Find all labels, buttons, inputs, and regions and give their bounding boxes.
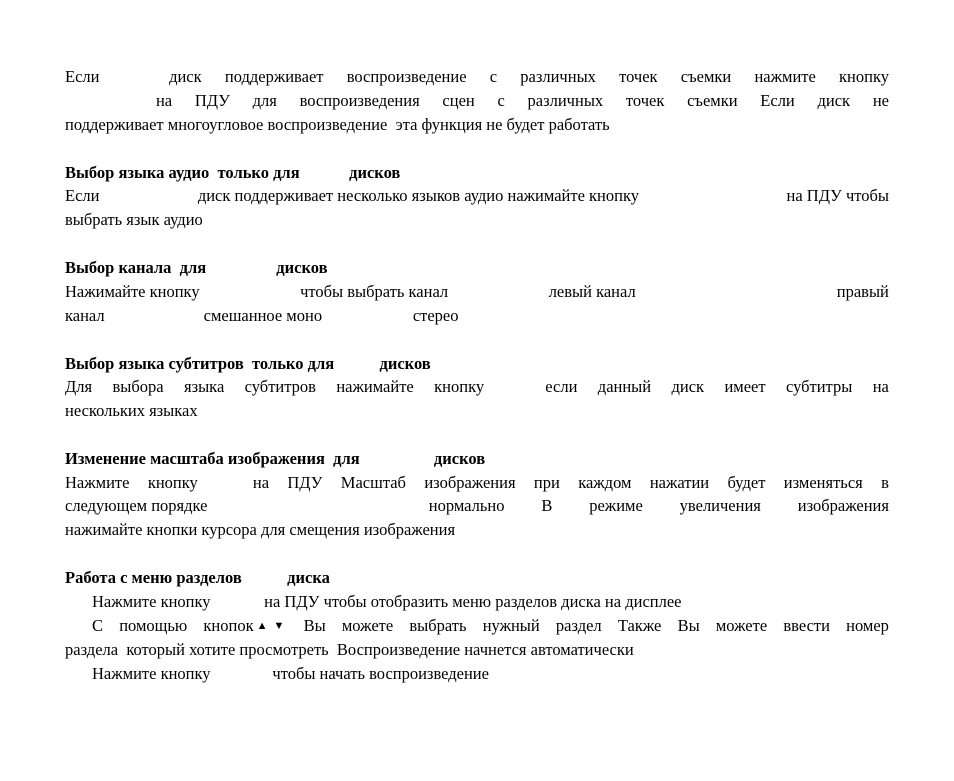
para6-line2-word: ввести bbox=[783, 616, 830, 635]
para6-line4: Нажмите кнопку чтобы начать воспроизведение bbox=[92, 664, 489, 683]
para1-line1-word: с bbox=[489, 67, 498, 86]
heading-title-menu: Работа с меню разделов диска bbox=[65, 568, 330, 587]
para1-line2-word: воспроизведения bbox=[299, 91, 420, 110]
para6-line2-word: Вы bbox=[677, 616, 700, 635]
para6-line2-word: Вы bbox=[303, 616, 326, 635]
up-arrow-icon: ▲ bbox=[256, 620, 268, 632]
para1-line1-word: Если bbox=[65, 67, 100, 86]
para5-line1-word: Масштаб bbox=[340, 473, 406, 492]
para6-line2-word: выбрать bbox=[409, 616, 467, 635]
para3-line1-word: Нажимайте кнопку bbox=[65, 282, 200, 301]
para5-line2-word: В bbox=[541, 496, 553, 515]
para5-line1-word: изображения bbox=[424, 473, 516, 492]
para5-line2-word: нормально bbox=[428, 496, 505, 515]
para6-line2-word: можете bbox=[715, 616, 768, 635]
para6-line2-word: Также bbox=[617, 616, 662, 635]
para3-line1 bbox=[65, 280, 889, 304]
para1-line2-word: с bbox=[497, 91, 505, 110]
para1-line2-word: съемки bbox=[687, 91, 738, 110]
para3-line1-word: правый bbox=[836, 282, 889, 301]
para3-line2: канал смешанное моно стерео bbox=[65, 306, 459, 325]
para5-line1-word: ПДУ bbox=[287, 473, 323, 492]
para5-line1-word: будет bbox=[727, 473, 766, 492]
para5-line2 bbox=[65, 494, 889, 518]
para4-line1 bbox=[65, 375, 889, 399]
para5-line2-word: увеличения bbox=[679, 496, 761, 515]
para2-line1-word: диск поддерживает несколько языков аудио нажимайте кнопку bbox=[197, 186, 639, 205]
down-arrow-icon: ▼ bbox=[273, 620, 285, 632]
para4-line1-word: субтитров bbox=[244, 377, 316, 396]
para2-line1-word: Если bbox=[65, 186, 100, 205]
para6-line2-word: С bbox=[92, 616, 104, 635]
para5-line1-word: при bbox=[533, 473, 560, 492]
para5-line1-word: Нажмите bbox=[65, 473, 130, 492]
para1-line1-word: нажмите bbox=[754, 67, 816, 86]
para6-line2-word: номер bbox=[846, 616, 889, 635]
para1-line2-word: различных bbox=[527, 91, 604, 110]
heading-channel: Выбор канала для дисков bbox=[65, 258, 328, 277]
para1-line2-word: для bbox=[252, 91, 277, 110]
para5-line1-word: кнопку bbox=[147, 473, 198, 492]
para4-line1-word: выбора bbox=[112, 377, 164, 396]
para2-line1 bbox=[65, 184, 889, 208]
para2-line2: выбрать язык аудио bbox=[65, 210, 203, 229]
para6-line2-word bbox=[203, 614, 287, 638]
para1-line2-word: диск bbox=[817, 91, 851, 110]
para1-line1-word: воспроизведение bbox=[346, 67, 467, 86]
para1-line2-word: точек bbox=[625, 91, 665, 110]
para6-line3: раздела который хотите просмотреть Воспроизведение начнется автоматически bbox=[65, 640, 634, 659]
para6-line2-word: раздел bbox=[555, 616, 602, 635]
para5-line1-word: в bbox=[881, 473, 889, 492]
heading-zoom: Изменение масштаба изображения для дисков bbox=[65, 449, 486, 468]
para1-line1-word: точек bbox=[619, 67, 658, 86]
para4-line1-word: субтитры bbox=[785, 377, 853, 396]
para6-line2-word: нужный bbox=[482, 616, 540, 635]
para4-line1-word: на bbox=[872, 377, 889, 396]
para5-line1-word: нажатии bbox=[649, 473, 710, 492]
para1-line2-word: на bbox=[155, 91, 173, 110]
para4-line2: нескольких языках bbox=[65, 401, 198, 420]
para1-line1-word: съемки bbox=[680, 67, 732, 86]
para6-line2-word: можете bbox=[341, 616, 394, 635]
para4-line1-word: Для bbox=[65, 377, 93, 396]
para1-line1-word: различных bbox=[520, 67, 596, 86]
para6-line2 bbox=[92, 614, 889, 638]
para5-line3: нажимайте кнопки курсора для смещения изображения bbox=[65, 520, 456, 539]
para1-line1-word: кнопку bbox=[839, 67, 889, 86]
para5-line1 bbox=[65, 471, 889, 495]
para5-line1-word: каждом bbox=[578, 473, 632, 492]
para4-line1-word: кнопку bbox=[434, 377, 485, 396]
para1-line3: поддерживает многоугловое воспроизведение эта функция не будет работать bbox=[65, 115, 610, 134]
para1-line1-word: поддерживает bbox=[224, 67, 324, 86]
para3-line1-word: чтобы выбрать канал bbox=[300, 282, 449, 301]
para5-line1-word: изменяться bbox=[783, 473, 863, 492]
para1-line1 bbox=[65, 65, 889, 89]
para4-line1-word: данный bbox=[597, 377, 652, 396]
para4-line1-word: имеет bbox=[724, 377, 766, 396]
para1-line2-word: не bbox=[872, 91, 889, 110]
para4-line1-word: если bbox=[545, 377, 578, 396]
para1-line2 bbox=[65, 89, 889, 113]
para1-line2-word: сцен bbox=[442, 91, 475, 110]
para4-line1-word: языка bbox=[183, 377, 225, 396]
para1-line2-word: ПДУ bbox=[194, 91, 230, 110]
para4-line1-word: нажимайте bbox=[336, 377, 414, 396]
para2-line1-word: на ПДУ чтобы bbox=[786, 186, 889, 205]
para4-line1-word: диск bbox=[671, 377, 705, 396]
heading-subtitles: Выбор языка субтитров только для дисков bbox=[65, 354, 431, 373]
para6-line1: Нажмите кнопку на ПДУ чтобы отобразить меню разделов диска на дисплее bbox=[92, 592, 682, 611]
heading-audio-language: Выбор языка аудио только для дисков bbox=[65, 163, 401, 182]
para3-line1-word: левый канал bbox=[548, 282, 636, 301]
para5-line1-word: на bbox=[252, 473, 270, 492]
para6-line2-word-text: кнопок bbox=[203, 616, 254, 635]
para6-line2-word: помощью bbox=[119, 616, 188, 635]
para1-line2-word: Если bbox=[760, 91, 795, 110]
para5-line2-word: режиме bbox=[589, 496, 643, 515]
para1-line1-word: диск bbox=[169, 67, 202, 86]
para5-line2-word: следующем порядке bbox=[65, 496, 208, 515]
para5-line2-word: изображения bbox=[797, 496, 889, 515]
